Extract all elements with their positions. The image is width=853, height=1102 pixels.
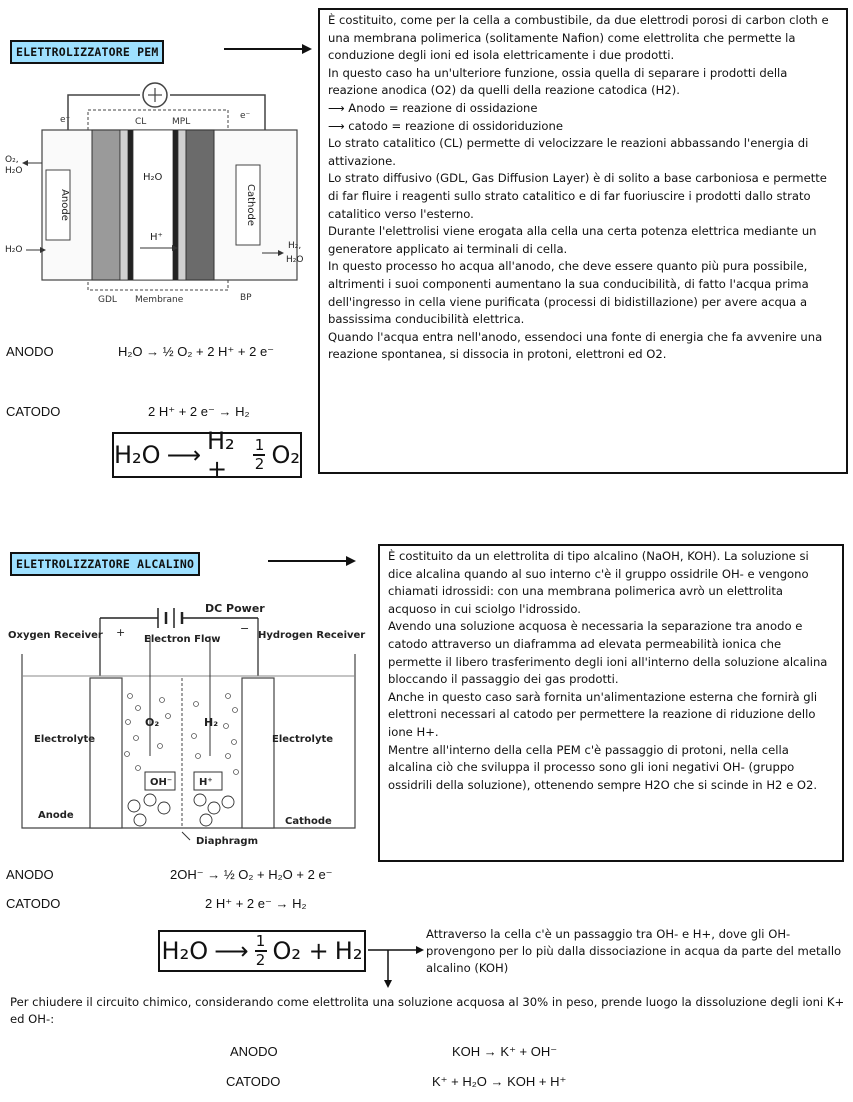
- pem-eminus-top: e⁻: [240, 111, 251, 121]
- pem-paragraph: Lo strato catalitico (CL) permette di velocizzare le reazioni abbassando l'energia di attivazione.: [328, 136, 809, 168]
- pem-cl-text: CL: [135, 117, 147, 127]
- alk-hplus-text: H⁺: [199, 777, 213, 788]
- pem-anodo-label: ANODO: [6, 344, 54, 359]
- pem-anodo-equation: H₂O → ½ O₂ + 2 H⁺ + 2 e⁻: [118, 344, 275, 359]
- alk-electron-flow: Electron Flow: [144, 634, 221, 645]
- alk-overall-arrow: ⟶: [214, 937, 249, 965]
- alk-bottom-note: Per chiudere il circuito chimico, considerando come elettrolita una soluzione acquosa al 30% in peso, prende luogo la dissoluzione degli ioni K+ ed OH-:: [10, 995, 845, 1026]
- pem-overall-arrow: ⟶: [166, 441, 201, 469]
- alk-side-note: Attraverso la cella c'è un passaggio tra OH- e H+, dove gli OH- provengono per lo più dalla dissociazione in acqua da parte del metallo alcalino (KOH): [426, 927, 842, 975]
- alk-o2-text: O₂: [145, 716, 160, 729]
- alk-title-arrow: [266, 552, 356, 572]
- pem-diagram: [0, 70, 312, 310]
- pem-paragraph: Lo strato diffusivo (GDL, Gas Diffusion Layer) è di solito a base carboniosa e permette di far fluire i reagenti sullo strato catalitico e di far fuoriuscire i prodotti dallo strato catalitico verso l'esterno.: [328, 171, 827, 221]
- alk-title-label: ELETTROLIZZATORE ALCALINO: [10, 552, 200, 576]
- pem-overall-left: H₂O: [114, 441, 161, 469]
- pem-paragraph: ⟶ Anodo = reazione di ossidazione: [328, 100, 538, 115]
- alk-anodo-equation: 2OH⁻ → ½ O₂ + H₂O + 2 e⁻: [170, 867, 333, 882]
- alk-cathode-text: Cathode: [285, 816, 332, 827]
- pem-o2-text: O₂,: [5, 155, 19, 165]
- alk-overall-fraction: [255, 934, 267, 968]
- alk-oh-text: OH⁻: [150, 777, 173, 788]
- pem-h2o-mid: H₂O: [143, 172, 163, 183]
- pem-overall-right: O₂: [271, 441, 300, 469]
- alk-diaphragm-text: Diaphragm: [196, 836, 259, 847]
- alk-plus: +: [116, 626, 126, 639]
- alk-paragraph: Mentre all'interno della cella PEM c'è passaggio di protoni, nella cella alcalina ciò che sviluppa il processo sono gli ioni negativi OH- (gruppo ossidrili della soluzione), ottenendo sempre H2O che si scinde in H2 e O2.: [388, 742, 818, 792]
- pem-h2o-out: H₂O: [5, 166, 23, 176]
- pem-overall-mid: H₂ +: [206, 427, 235, 483]
- pem-hplus-text: H⁺: [150, 232, 163, 243]
- k-catodo-equation: K⁺ + H₂O → KOH + H⁺: [432, 1074, 567, 1089]
- alk-paragraph: È costituito da un elettrolita di tipo alcalino (NaOH, KOH). La soluzione si dice alcalina quando al suo interno c'è il gruppo ossidrile OH- e vengono chiamati idrossidi: con una membrana polimerica avrò un elettrolita acquoso in cui sciolgo l'idrossido.: [388, 549, 809, 616]
- pem-frac-den: 2: [254, 455, 265, 473]
- alk-paragraph: Avendo una soluzione acquosa è necessaria la separazione tra anodo e catodo attraverso un diaframma ad elevata permeabilità ionica che permette il libero trasferimento degli ioni all'interno della soluzione alcalina bloccando il passaggio dei gas prodotti.: [388, 619, 828, 687]
- pem-h2o-right: H₂O: [286, 255, 304, 265]
- alk-side-arrows: [366, 934, 426, 990]
- k-anodo-label: ANODO: [230, 1044, 278, 1059]
- alk-anode-text: Anode: [38, 810, 74, 821]
- alk-paragraph: Anche in questo caso sarà fornita un'alimentazione esterna che fornirà gli elettroni necessari al catodo per permettere la reazione di riduzione dello ione H+.: [388, 689, 818, 739]
- alk-frac-den: 2: [255, 951, 266, 969]
- alk-overall-mid: O₂ +: [272, 937, 329, 965]
- pem-h2o-in: H₂O: [5, 245, 23, 255]
- pem-cathode-text: Cathode: [245, 184, 256, 226]
- pem-paragraph: Quando l'acqua entra nell'anodo, essendoci una fonte di energia che fa avvenire una reazione spontanea, si dissocia in protoni, elettroni ed O2.: [328, 329, 823, 362]
- pem-catodo-label: CATODO: [6, 404, 61, 419]
- pem-title-label: ELETTROLIZZATORE PEM: [10, 40, 164, 64]
- pem-gdl-text: GDL: [98, 295, 117, 305]
- pem-paragraph: Durante l'elettrolisi viene erogata alla cella una certa potenza elettrica mediante un generatore applicato ai terminali di cella.: [328, 224, 817, 256]
- pem-paragraph: In questo caso ha un'ulteriore funzione, ossia quella di separare i prodotti della reazione anodica (O2) da quelli della reazione catodica (H2).: [328, 65, 788, 98]
- pem-anode-text: Anode: [59, 189, 70, 221]
- pem-eminus-left: e⁻: [60, 115, 71, 125]
- alk-catodo-equation: 2 H⁺ + 2 e⁻ → H₂: [205, 896, 307, 911]
- k-catodo-label: CATODO: [226, 1074, 281, 1089]
- alk-dc-power: DC Power: [205, 602, 265, 615]
- alk-h2-text: H₂: [204, 716, 219, 729]
- alk-diagram: [0, 596, 372, 852]
- pem-overall-equation: [112, 427, 302, 483]
- pem-description-box: [318, 8, 848, 474]
- pem-frac-num: 1: [254, 436, 265, 454]
- alk-overall-left: H₂O: [161, 937, 209, 965]
- pem-h2-text: H₂,: [288, 241, 302, 251]
- alk-overall-equation: [158, 930, 366, 972]
- pem-catodo-equation: 2 H⁺ + 2 e⁻ → H₂: [148, 404, 250, 419]
- pem-paragraph: ⟶ catodo = reazione di ossidoriduzione: [328, 118, 563, 133]
- pem-paragraph: È costituito, come per la cella a combustibile, da due elettrodi porosi di carbon cloth e una membrana polimerica (solitamente Nafion) come elettrolita che permette la conduzione degli ioni ed isola elettricamente i due prodotti.: [328, 13, 829, 63]
- alk-catodo-label: CATODO: [6, 896, 61, 911]
- alk-electrolyte-left: Electrolyte: [34, 734, 96, 745]
- pem-bp-text: BP: [240, 293, 252, 303]
- alk-hydrogen-receiver: Hydrogen Receiver: [258, 630, 366, 641]
- pem-title-arrow: [222, 40, 312, 60]
- pem-membrane-text: Membrane: [135, 295, 184, 305]
- alk-frac-num: 1: [255, 932, 266, 950]
- pem-paragraph: In questo processo ho acqua all'anodo, che deve essere quanto più pura possibile, altrimenti i suoi componenti aumentano la sua conducibilità, di fatto l'acqua prima dell'ingresso in cella viene purificata (processi di bidistillazione) per avere acqua a bassissima conducibilità elettrica.: [328, 259, 809, 327]
- pem-mpl-text: MPL: [172, 117, 191, 127]
- alk-anodo-label: ANODO: [6, 867, 54, 882]
- alk-overall-right: H₂: [334, 937, 363, 965]
- pem-overall-fraction: [253, 438, 265, 472]
- alk-minus: −: [240, 622, 250, 635]
- alk-description-box: [378, 544, 844, 862]
- alk-electrolyte-right: Electrolyte: [272, 734, 334, 745]
- alk-oxygen-receiver: Oxygen Receiver: [8, 630, 103, 641]
- k-anodo-equation: KOH → K⁺ + OH⁻: [452, 1044, 558, 1059]
